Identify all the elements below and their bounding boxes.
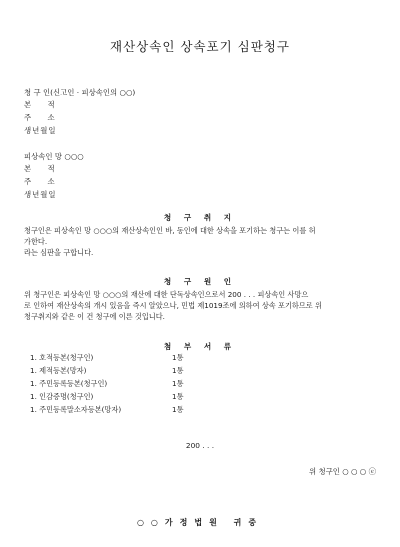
attachment-name: 1. 제적등본(망자) (30, 366, 87, 375)
claimant-birthdate-field (24, 126, 60, 136)
claimant-heading: 청 구 인(신고인 · 피상속인의 ○○) (24, 88, 136, 97)
attachment-item (30, 392, 184, 402)
decedent-birthdate-field (24, 190, 60, 200)
filing-date: 200 . . . (185, 441, 215, 450)
cause-line: 위 청구인은 피상속인 망 ○○○의 재산에 대한 단독상속인으로서 200 . . . 피상속인 사망으 (24, 290, 309, 299)
purpose-line: 가한다. (24, 237, 48, 246)
attachment-item (30, 405, 184, 415)
cause-line: 로 인하여 재산상속의 개시 있음을 즉시 알았으나, 민법 제1019조에 의하여 상속 포기하므로 위 (24, 301, 322, 310)
cause-line: 청구취지와 같은 이 건 청구에 이른 것입니다. (24, 312, 165, 321)
field-label: 주 소 (24, 177, 62, 186)
cause-heading: 청 구 원 인 (163, 277, 237, 286)
claimant-address-field (24, 113, 62, 123)
document-title: 재산상속인 상속포기 심판청구 (110, 39, 290, 54)
attachments-heading: 첨 부 서 류 (163, 342, 237, 351)
field-label: 생년월일 (24, 126, 57, 135)
attachment-item (30, 379, 184, 389)
court-addressee: ○○가정법원 귀중 (136, 518, 264, 527)
attachment-name: 1. 주민등록말소자등본(망자) (30, 405, 122, 414)
claimant-domicile-field (24, 100, 62, 110)
purpose-line: 청구인은 피상속인 망 ○○○의 재산상속인인 바, 동인에 대한 상속을 포기하는 청구는 이를 허 (24, 226, 316, 235)
cause-text (24, 289, 380, 322)
decedent-domicile-field (24, 164, 62, 174)
decedent-heading: 피상속인 망 ○○○ (24, 152, 84, 161)
attachment-name: 1. 주민등록등본(청구인) (30, 379, 108, 388)
attachment-qty: 1통 (172, 392, 184, 401)
decedent-address-field (24, 177, 62, 187)
purpose-line: 라는 심판을 구합니다. (24, 248, 94, 257)
attachment-qty: 1통 (172, 353, 184, 362)
purpose-text (24, 225, 380, 258)
attachment-name: 1. 호적등본(청구인) (30, 353, 94, 362)
attachment-name: 1. 인감증명(청구인) (30, 392, 94, 401)
field-label: 생년월일 (24, 190, 57, 199)
attachment-qty: 1통 (172, 379, 184, 388)
attachment-qty: 1통 (172, 405, 184, 414)
attachment-item (30, 366, 184, 376)
attachment-item (30, 353, 184, 363)
purpose-heading: 청 구 취 지 (163, 213, 237, 222)
field-label: 본 적 (24, 100, 62, 109)
field-label: 주 소 (24, 113, 62, 122)
field-label: 본 적 (24, 164, 62, 173)
claimant-signature: 위 청구인 ○ ○ ○ ⓔ (308, 467, 376, 476)
attachment-qty: 1통 (172, 366, 184, 375)
